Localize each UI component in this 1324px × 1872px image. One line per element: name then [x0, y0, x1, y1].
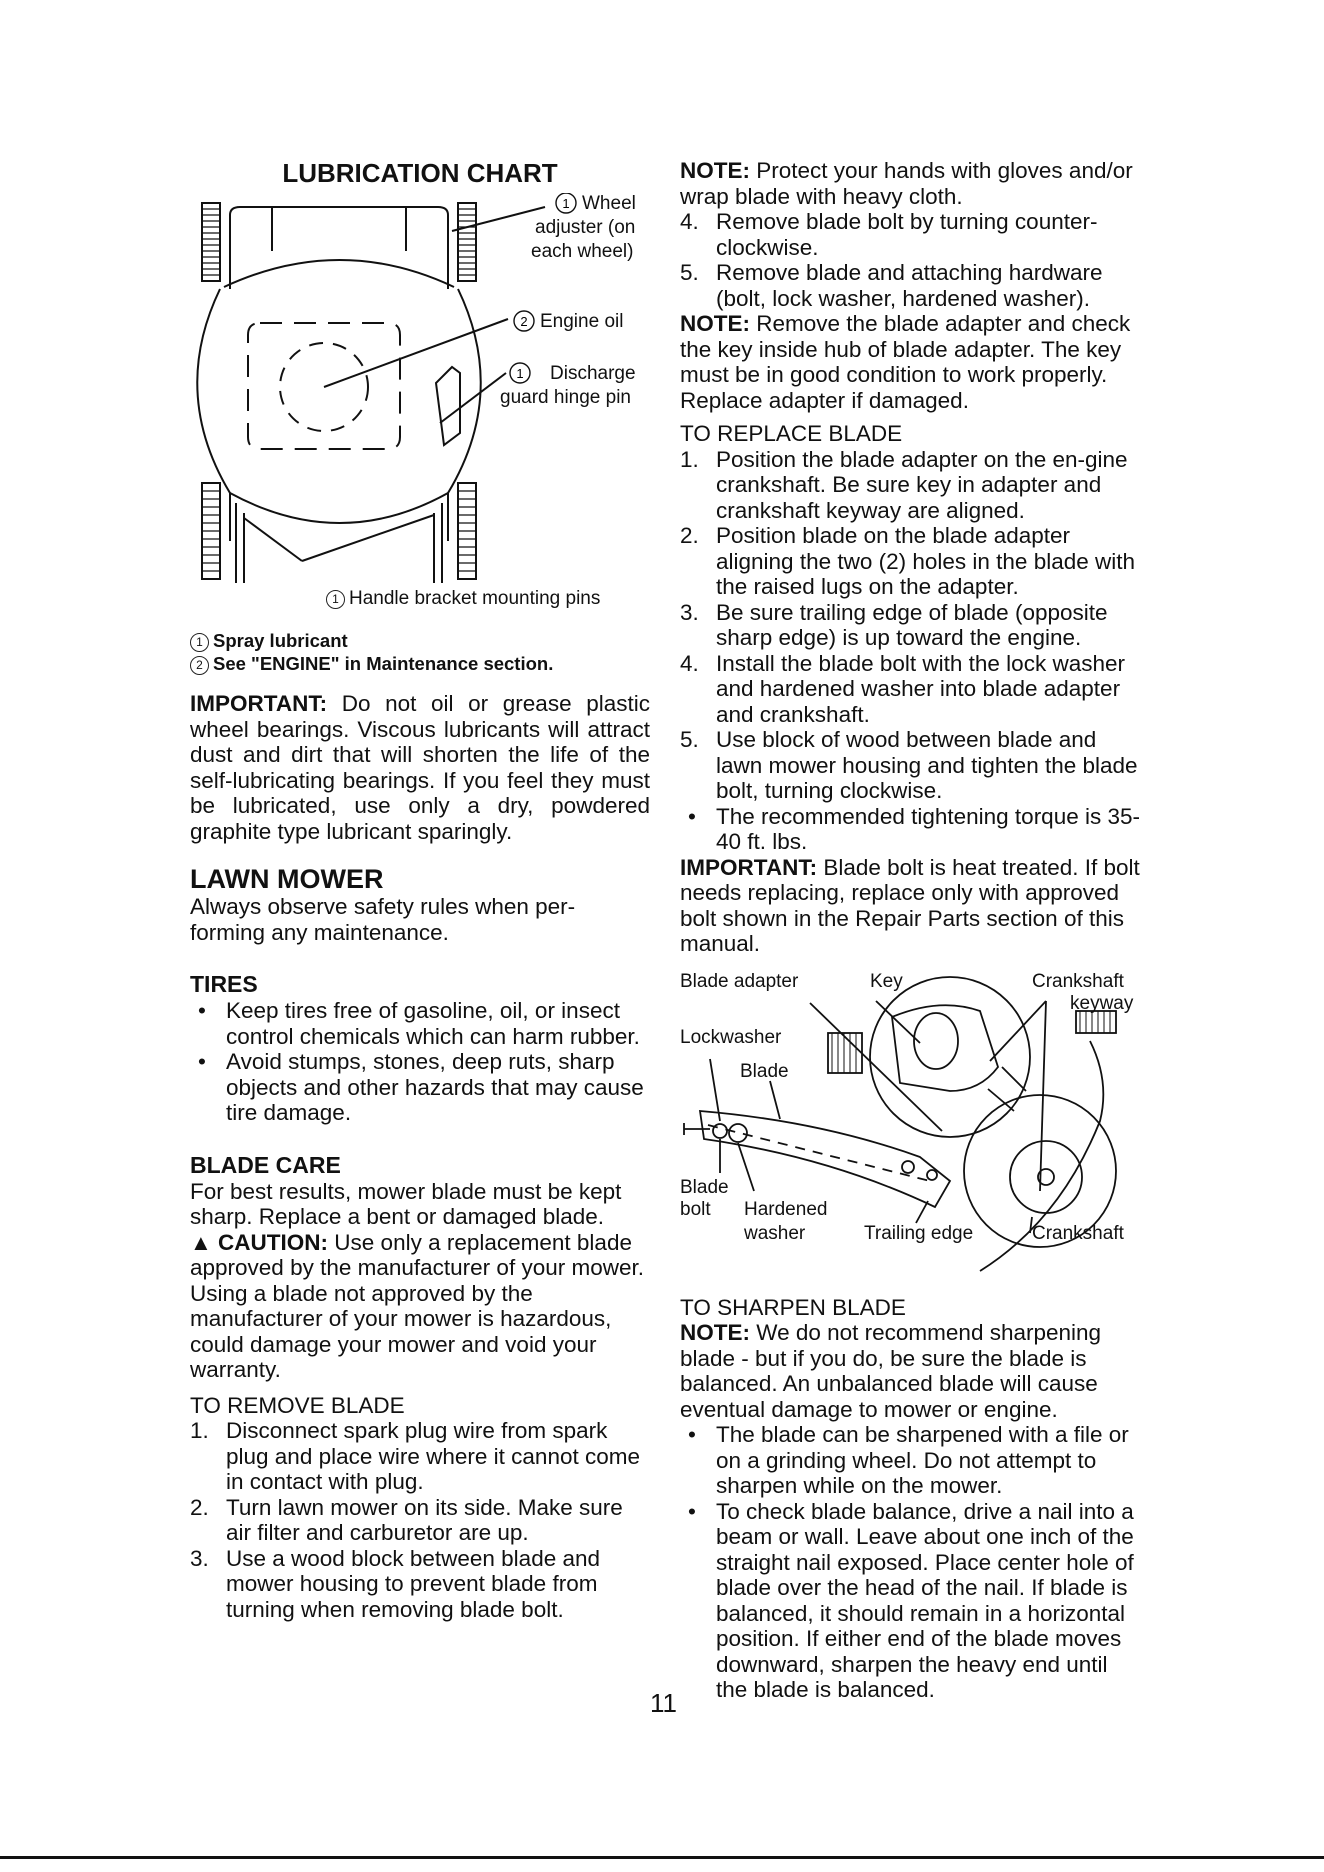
lawn-mower-text: Always observe safety rules when per-forming any maintenance.	[190, 894, 576, 945]
step-number: 2.	[680, 523, 699, 548]
lockwasher-label: Lockwasher	[680, 1026, 782, 1048]
list-item-text: Keep tires free of gasoline, oil, or insect control chemicals which can harm rubber.	[226, 998, 640, 1049]
left-column	[190, 152, 650, 1622]
step-text: Install the blade bolt with the lock washer and hardened washer into blade adapter and crankshaft.	[716, 650, 1125, 727]
list-item-text: The recommended tightening torque is 35-40 ft. lbs.	[716, 803, 1140, 854]
blade-bolt-label-2: bolt	[680, 1198, 711, 1220]
wheel-adjuster-label-2: adjuster (on	[535, 217, 636, 238]
step-item	[190, 1495, 650, 1546]
hardened-washer-label-2: washer	[744, 1222, 806, 1244]
callout-number: 1	[326, 590, 345, 609]
replace-blade-heading: TO REPLACE BLADE	[680, 421, 903, 446]
step-item	[190, 1546, 650, 1623]
bullet: •	[688, 803, 696, 829]
list-item	[190, 1049, 650, 1126]
legend-text: Spray lubricant	[213, 630, 348, 651]
note-adapter	[680, 311, 1140, 413]
engine-oil-label: Engine oil	[540, 311, 624, 332]
important-text: Do not oil or grease plastic wheel bearings. Viscous lubricants will attract dust and dirt that will shorten the life of the self-lubricating bearings. If you feel they must be lubricated, use only a dry, powdered graphite type lubricant sparingly.	[190, 691, 650, 844]
step-text: Use a wood block between blade and mower housing to prevent blade from turning when removing blade bolt.	[226, 1545, 601, 1622]
tires-heading: TIRES	[190, 971, 258, 997]
crankshaft-keyway-label: Crankshaft	[1032, 970, 1124, 992]
note-text: Protect your hands with gloves and/or wrap blade with heavy cloth.	[680, 158, 1133, 209]
list-item	[190, 998, 650, 1049]
important-paragraph	[190, 691, 650, 844]
sharpen-blade-heading: TO SHARPEN BLADE	[680, 1294, 906, 1320]
note-label: NOTE:	[680, 311, 750, 336]
remove-blade-heading: TO REMOVE BLADE	[190, 1392, 405, 1418]
step-text: Disconnect spark plug wire from spark plug and place wire where it cannot come in contact with plug.	[226, 1418, 640, 1494]
important-text: Blade bolt is heat treated. If bolt needs replacing, replace only with approved bolt shown in the Repair Parts section of this manual.	[680, 854, 1140, 956]
list-item-text: Avoid stumps, stones, deep ruts, sharp objects and other hazards that may cause tire damage.	[226, 1049, 644, 1125]
remove-steps-continued	[680, 209, 1140, 311]
step-item	[680, 651, 1140, 728]
torque-list	[680, 804, 1140, 855]
discharge-label-2: guard hinge pin	[500, 387, 631, 408]
hardened-washer-label: Hardened	[744, 1198, 828, 1220]
step-item	[680, 600, 1140, 651]
important-label: IMPORTANT:	[190, 691, 328, 716]
wheel-adjuster-label: Wheel	[582, 193, 636, 214]
remove-steps	[190, 1418, 650, 1622]
blade-bolt-label: Blade	[680, 1176, 729, 1198]
blade-adapter-label: Blade adapter	[680, 970, 799, 992]
list-item	[680, 1499, 1140, 1703]
bottom-rule	[0, 1856, 1324, 1859]
list-item	[680, 1422, 1140, 1499]
note-text: We do not recommend sharpening blade - but if you do, be sure the blade is balanced. An unbalanced blade will cause eventual damage to mower or engine.	[680, 1320, 1102, 1422]
note-text: Remove the blade adapter and check the key inside hub of blade adapter. The key must be in good condition to work properly. Replace adapter if damaged.	[680, 311, 1131, 413]
step-number: 1.	[190, 1418, 209, 1443]
blade-label: Blade	[740, 1060, 789, 1082]
legend-text: See "ENGINE" in Maintenance section.	[213, 653, 554, 674]
note-label: NOTE:	[680, 1320, 750, 1345]
handle-pins-text: Handle bracket mounting pins	[349, 588, 601, 609]
step-number: 5.	[680, 260, 699, 285]
step-text: Use block of wood between blade and lawn mower housing and tighten the blade bolt, turning clockwise.	[716, 727, 1138, 803]
lubrication-chart-title: LUBRICATION CHART	[282, 158, 558, 188]
note-label: NOTE:	[680, 158, 750, 183]
replace-steps	[680, 447, 1140, 804]
caution-paragraph	[190, 1230, 650, 1383]
step-item	[190, 1418, 650, 1495]
caution-text: Use only a replacement blade approved by the manufacturer of your mower. Using a blade not approved by the manufacturer of your mower is hazardous, could damage your mower and void your warranty.	[190, 1229, 644, 1382]
step-item	[680, 523, 1140, 600]
step-number: 3.	[680, 599, 699, 625]
step-item	[680, 447, 1140, 524]
bullet: •	[688, 1498, 696, 1524]
wheel-adjuster-label-3: each wheel)	[531, 241, 634, 262]
callout-number: 1	[190, 633, 209, 652]
list-item	[680, 804, 1140, 855]
important-label: IMPORTANT:	[680, 854, 818, 880]
step-number: 3.	[190, 1545, 209, 1571]
trailing-edge-label: Trailing edge	[864, 1222, 974, 1244]
step-number: 2.	[190, 1494, 209, 1520]
crankshaft-keyway-label-2: keyway	[1070, 992, 1134, 1014]
step-number: 1.	[680, 446, 699, 472]
callout-number: 1	[516, 366, 524, 381]
key-label: Key	[870, 970, 903, 992]
warning-icon: ▲	[190, 1229, 212, 1255]
step-item	[680, 727, 1140, 804]
important-bolt	[680, 855, 1140, 957]
discharge-label: Discharge	[550, 363, 636, 384]
bullet: •	[198, 1049, 206, 1074]
bullet: •	[198, 998, 206, 1023]
blade-assembly-diagram	[680, 971, 1140, 1281]
step-item	[680, 260, 1140, 311]
bullet: •	[688, 1422, 696, 1447]
legend	[190, 629, 650, 675]
callout-number: 1	[562, 196, 570, 211]
callout-number: 2	[520, 314, 528, 329]
step-item	[680, 209, 1140, 260]
caution-label: CAUTION:	[218, 1229, 329, 1255]
lubrication-diagram	[190, 193, 650, 583]
tires-list	[190, 998, 650, 1126]
page-number: 11	[650, 1688, 677, 1718]
step-number: 5.	[680, 727, 699, 752]
step-text: Remove blade and attaching hardware (bolt, lock washer, hardened washer).	[716, 260, 1103, 311]
step-number: 4.	[680, 650, 699, 676]
list-item-text: The blade can be sharpened with a file or on a grinding wheel. Do not attempt to sharpen while on the mower.	[716, 1422, 1129, 1498]
lawn-mower-heading: LAWN MOWER	[190, 864, 384, 894]
legend-item-2	[190, 652, 650, 675]
sharpen-list	[680, 1422, 1140, 1703]
crankshaft-label: Crankshaft	[1032, 1222, 1124, 1244]
step-text: Be sure trailing edge of blade (opposite sharp edge) is up toward the engine.	[716, 599, 1108, 650]
blade-care-heading: BLADE CARE	[190, 1151, 341, 1178]
step-text: Remove blade bolt by turning counter-clockwise.	[716, 209, 1098, 260]
step-text: Position the blade adapter on the en-gine crankshaft. Be sure key in adapter and crankshaft keyway are aligned.	[716, 446, 1128, 523]
list-item-text: To check blade balance, drive a nail into a beam or wall. Leave about one inch of the straight nail exposed. Place center hole of blade over the head of the nail. If blade is balanced, it should remain in a horizontal position. If either end of the blade moves downward, sharpen the heavy end until the blade is balanced.	[716, 1498, 1134, 1702]
step-text: Turn lawn mower on its side. Make sure air filter and carburetor are up.	[226, 1494, 623, 1545]
right-column	[680, 152, 1140, 1703]
step-number: 4.	[680, 209, 699, 234]
legend-item-1	[190, 629, 650, 652]
callout-number: 2	[190, 656, 209, 675]
handle-pins-label	[326, 587, 650, 611]
note-sharpening	[680, 1320, 1140, 1422]
step-text: Position blade on the blade adapter aligning the two (2) holes in the blade with the raised lugs on the adapter.	[716, 523, 1136, 599]
blade-care-text: For best results, mower blade must be kept sharp. Replace a bent or damaged blade.	[190, 1178, 622, 1229]
note-gloves	[680, 158, 1140, 209]
